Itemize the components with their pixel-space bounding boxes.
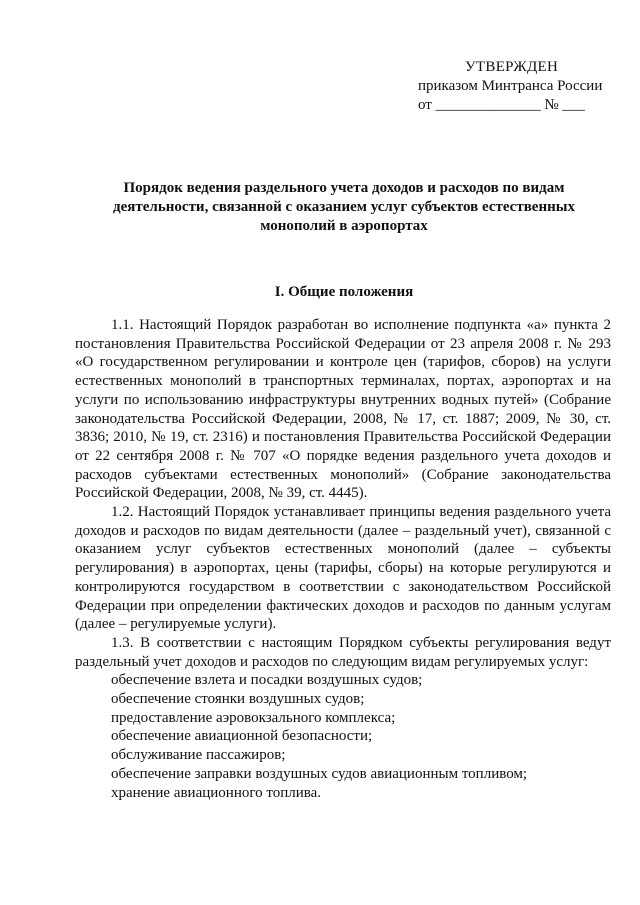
list-item: обслуживание пассажиров;	[111, 747, 286, 764]
list-item: обеспечение взлета и посадки воздушных судов;	[111, 672, 423, 689]
paragraph-1-2: 1.2. Настоящий Порядок устанавливает принципы ведения раздельного учета доходов и расходов по видам деятельности (далее – раздельный учет), связанной с оказанием услуг субъектов естественных монополий (далее – субъекты регулирования) в аэропортах, цены (тарифы, сборы) на которые регулируются и контролируются государством в соответствии с законодательством Российской Федерации при определении фактических доходов и расходов по данным услугам (далее – регулируемые услуги).	[75, 504, 611, 633]
services-list	[75, 671, 611, 802]
list-item: хранение авиационного топлива.	[111, 784, 322, 801]
approval-order-line: приказом Минтранса России	[418, 78, 603, 94]
approval-title: УТВЕРЖДЕН	[465, 59, 559, 75]
approval-date-number-line: от ______________ № ___	[418, 97, 585, 113]
list-item: обеспечение авиационной безопасности;	[111, 728, 373, 745]
paragraph-1-1: 1.1. Настоящий Порядок разработан во исполнение подпункта «а» пункта 2 постановления Правительства Российской Федерации от 23 апреля 2008 г. № 293 «О государственном регулировании и контроле цен (тарифов, сборов) на услуги естественных монополий в транспортных терминалах, портах, аэропортах и на услуги по использованию инфраструктуры внутренних водных путей» (Собрание законодательства Российской Федерации, 2008, № 17, ст. 1887; 2009, № 30, ст. 3836; 2010, № 19, ст. 2316) и постановления Правительства Российской Федерации от 22 сентября 2008 г. № 707 «О порядке ведения раздельного учета доходов и расходов субъектами естественных монополий» (Собрание законодательства Российской Федерации, 2008, № 39, ст. 4445).	[75, 317, 611, 502]
section-title: I. Общие положения	[274, 284, 414, 300]
list-item: предоставление аэровокзального комплекса;	[111, 709, 396, 726]
paragraph-1-3: 1.3. В соответствии с настоящим Порядком субъекты регулирования ведут раздельный учет доходов и расходов по следующим видам регулируемых услуг:	[75, 634, 611, 670]
list-item: обеспечение заправки воздушных судов авиационным топливом;	[111, 765, 528, 782]
document-title: Порядок ведения раздельного учета доходов и расходов по видам деятельности, связанной с оказанием услуг субъектов естественных монополий в аэропортах	[113, 180, 575, 234]
approval-block	[418, 58, 618, 115]
document-body	[75, 316, 611, 802]
list-item: обеспечение стоянки воздушных судов;	[111, 691, 365, 708]
